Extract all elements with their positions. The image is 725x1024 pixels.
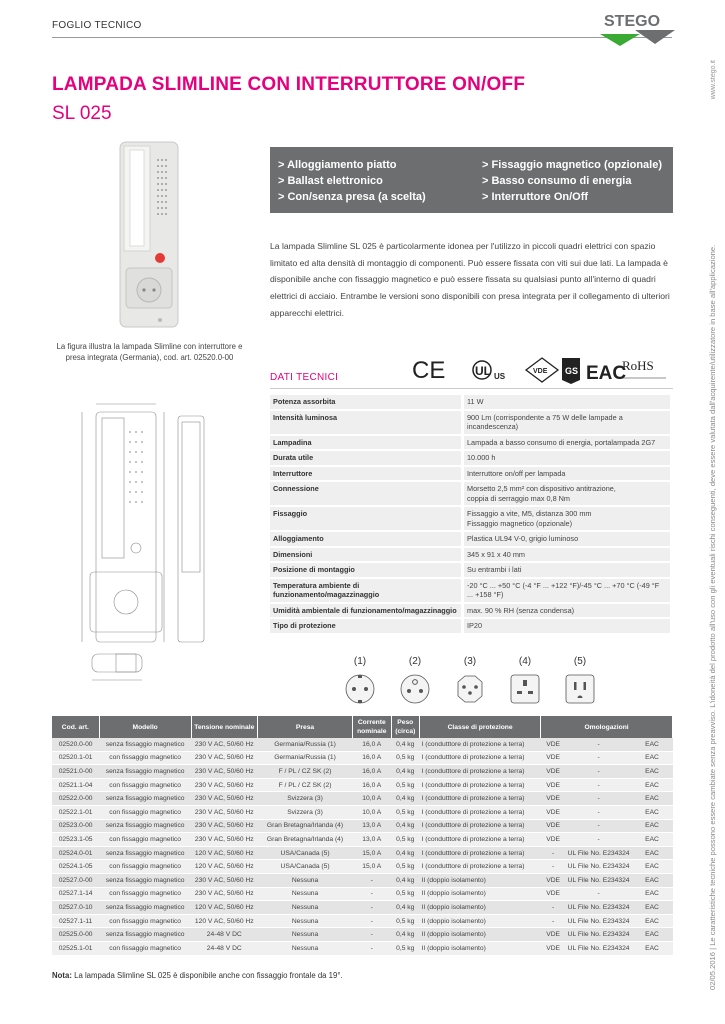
table-cell: senza fissaggio magnetico	[99, 738, 191, 751]
feature-item: > Interruttore On/Off	[482, 191, 589, 203]
table-cell: EAC	[632, 805, 673, 819]
technical-specs-table	[267, 393, 673, 635]
table-cell: con fissaggio magnetico	[99, 860, 191, 874]
spec-key: Dimensioni	[270, 548, 461, 562]
table-cell: Svizzera (3)	[258, 792, 353, 806]
legal-disclaimer: 02/05.2016 | Le caratteristiche tecniche possono essere cambiate senza preavviso. L'idoneità del prodotto all'uso con gli eventuali rischi conseguenti, deve essere valutata dall'acquirente/utilizzatore in base all'applicazione.	[708, 244, 717, 990]
table-cell: 120 V AC, 50/60 Hz	[191, 860, 258, 874]
table-cell: 02521.0-00	[52, 765, 99, 779]
table-cell: 120 V AC, 50/60 Hz	[191, 846, 258, 860]
table-cell: VDE	[541, 941, 566, 955]
spec-value-line: 11 W	[467, 397, 484, 406]
socket-switzerland-icon	[453, 672, 487, 706]
socket-usa-icon	[563, 672, 597, 706]
table-cell: senza fissaggio magnetico	[99, 846, 191, 860]
table-cell: 0,4 kg	[391, 765, 420, 779]
table-cell: EAC	[632, 941, 673, 955]
table-cell: -	[566, 778, 632, 792]
table-cell: I (condutttore di protezione a terra)	[420, 792, 541, 806]
table-cell: EAC	[632, 846, 673, 860]
footnote-label: Nota:	[52, 971, 72, 980]
spec-key: Lampadina	[270, 436, 461, 450]
footnote-text: La lampada Slimline SL 025 è disponibile anche con fissaggio frontale da 19°.	[71, 971, 343, 980]
table-cell: UL File No. E234324	[566, 873, 632, 887]
spec-key: Potenza assorbita	[270, 395, 461, 409]
table-cell: 13,0 A	[353, 819, 391, 833]
table-cell: senza fissaggio magnetico	[99, 819, 191, 833]
table-cell: -	[566, 819, 632, 833]
spec-value-line: Fissaggio magnetico (opzionale)	[467, 518, 573, 528]
feature-item: > Basso consumo di energia	[482, 175, 632, 187]
table-cell: VDE	[541, 778, 566, 792]
feature-item: > Ballast elettronico	[278, 175, 383, 187]
spec-value	[464, 507, 670, 530]
table-cell: senza fissaggio magnetico	[99, 873, 191, 887]
spec-value-line: 345 x 91 x 40 mm	[467, 549, 525, 559]
technical-data-heading: DATI TECNICI	[270, 372, 339, 383]
table-cell: -	[566, 833, 632, 847]
table-cell: -	[566, 751, 632, 765]
spec-value-line: 10.000 h	[467, 453, 496, 462]
spec-value	[464, 604, 670, 618]
table-cell: -	[541, 860, 566, 874]
image-caption: La figura illustra la lampada Slimline con interruttore e presa integrata (Germania), cod. art. 02520.0-00	[56, 342, 243, 362]
col-header: Peso (circa)	[391, 716, 420, 738]
table-cell: senza fissaggio magnetico	[99, 928, 191, 942]
spec-key: Intensità luminosa	[270, 411, 461, 434]
spec-key: Posizione di montaggio	[270, 563, 461, 577]
table-cell: -	[566, 805, 632, 819]
table-cell: Nessuna	[258, 873, 353, 887]
table-cell: 230 V AC, 50/60 Hz	[191, 887, 258, 901]
spec-row	[270, 451, 670, 465]
table-cell: 0,5 kg	[391, 833, 420, 847]
spec-value	[464, 619, 670, 633]
table-row	[52, 887, 673, 901]
table-cell: -	[541, 914, 566, 928]
svg-text:RoHS: RoHS	[622, 358, 654, 373]
table-cell: I (condutttore di protezione a terra)	[420, 738, 541, 751]
table-cell: 02524.0-01	[52, 846, 99, 860]
table-cell: I (condutttore di protezione a terra)	[420, 819, 541, 833]
technical-data-divider	[270, 388, 673, 389]
table-row	[52, 873, 673, 887]
spec-value	[464, 532, 670, 546]
table-cell: 0,5 kg	[391, 887, 420, 901]
table-cell: 10,0 A	[353, 792, 391, 806]
table-cell: Nessuna	[258, 928, 353, 942]
table-cell: Gran Bretagna/Irlanda (4)	[258, 833, 353, 847]
table-cell: I (condutttore di protezione a terra)	[420, 765, 541, 779]
table-cell: Gran Bretagna/Irlanda (4)	[258, 819, 353, 833]
table-cell: 02520.0-00	[52, 738, 99, 751]
col-header: Presa	[258, 716, 353, 738]
table-cell: II (doppio isolamento)	[420, 901, 541, 915]
table-cell: I (condutttore di protezione a terra)	[420, 778, 541, 792]
table-cell: -	[353, 928, 391, 942]
table-cell: EAC	[632, 873, 673, 887]
table-cell: F / PL / CZ SK (2)	[258, 765, 353, 779]
table-cell: UL File No. E234324	[566, 941, 632, 955]
table-cell: Nessuna	[258, 901, 353, 915]
socket-label: (2)	[408, 656, 422, 667]
product-description: La lampada Slimline SL 025 è particolarmente idonea per l'utilizzo in piccoli quadri elettrici con spazio limitato ed alta densità di montaggio di componenti. Può essere fissata con viti sui due lati. La lampada è disponibile anche con fissaggio magnetico e può essere fissata su qualsiasi punto all'interno di quadri elettrici di acciaio. Entrambe le versioni sono disponibili con presa integrata per il collegamento di ulteriori apparecchi elettrici.	[270, 241, 670, 318]
table-cell: 10,0 A	[353, 805, 391, 819]
table-cell: -	[353, 887, 391, 901]
table-row	[52, 792, 673, 806]
table-cell: 02520.1-01	[52, 751, 99, 765]
table-cell: UL File No. E234324	[566, 928, 632, 942]
table-cell: senza fissaggio magnetico	[99, 792, 191, 806]
spec-value	[464, 482, 670, 505]
socket-france-icon	[398, 672, 432, 706]
table-cell: 0,5 kg	[391, 778, 420, 792]
eac-mark-icon: EAC	[586, 363, 627, 384]
certification-logos	[412, 352, 674, 388]
table-cell: -	[353, 941, 391, 955]
svg-text:US: US	[494, 372, 506, 381]
table-cell: -	[566, 887, 632, 901]
ul-mark-icon	[473, 361, 506, 381]
table-cell: -	[566, 765, 632, 779]
socket-germany-icon	[343, 672, 377, 706]
table-cell: UL File No. E234324	[566, 860, 632, 874]
table-cell: 120 V AC, 50/60 Hz	[191, 901, 258, 915]
table-cell: 0,4 kg	[391, 846, 420, 860]
table-cell: II (doppio isolamento)	[420, 928, 541, 942]
table-cell: EAC	[632, 765, 673, 779]
table-cell: VDE	[541, 819, 566, 833]
spec-value	[464, 548, 670, 562]
table-cell: EAC	[632, 887, 673, 901]
col-header: Omologazioni	[541, 716, 673, 738]
table-row	[52, 833, 673, 847]
table-cell: VDE	[541, 928, 566, 942]
table-cell: VDE	[541, 805, 566, 819]
svg-text:GS: GS	[565, 366, 579, 376]
table-header-row	[52, 716, 673, 738]
table-cell: 02527.1-14	[52, 887, 99, 901]
website-url: www.stego.it	[710, 60, 717, 100]
table-row	[52, 941, 673, 955]
table-cell: 02525.0-00	[52, 928, 99, 942]
spec-row	[270, 548, 670, 562]
table-cell: EAC	[632, 792, 673, 806]
table-cell: 230 V AC, 50/60 Hz	[191, 819, 258, 833]
table-cell: -	[566, 792, 632, 806]
svg-text:STEGO: STEGO	[604, 13, 661, 30]
spec-value	[464, 436, 670, 450]
spec-key: Fissaggio	[270, 507, 461, 530]
table-cell: EAC	[632, 778, 673, 792]
spec-value-line: IP20	[467, 621, 483, 630]
table-cell: 02522.0-00	[52, 792, 99, 806]
table-cell: 16,0 A	[353, 751, 391, 765]
table-cell: Nessuna	[258, 941, 353, 955]
table-cell: con fissaggio magnetico	[99, 941, 191, 955]
table-cell: 0,5 kg	[391, 941, 420, 955]
table-cell: I (condutttore di protezione a terra)	[420, 860, 541, 874]
table-cell: UL File No. E234324	[566, 846, 632, 860]
table-cell: 0,5 kg	[391, 860, 420, 874]
table-cell: con fissaggio magnetico	[99, 833, 191, 847]
table-cell: 230 V AC, 50/60 Hz	[191, 805, 258, 819]
table-cell: 02527.0-10	[52, 901, 99, 915]
table-cell: 230 V AC, 50/60 Hz	[191, 738, 258, 751]
spec-key: Durata utile	[270, 451, 461, 465]
table-cell: 230 V AC, 50/60 Hz	[191, 765, 258, 779]
spec-value-line: -20 °C ... +50 °C (-4 °F ... +122 °F)/-45 °C ... +70 °C (-49 °F ... +158 °F)	[467, 580, 660, 599]
col-header: Corrente nominale	[353, 716, 391, 738]
table-cell: 02525.1-01	[52, 941, 99, 955]
table-cell: Nessuna	[258, 887, 353, 901]
table-cell: 0,4 kg	[391, 819, 420, 833]
table-cell: -	[353, 914, 391, 928]
spec-row	[270, 395, 670, 409]
table-cell: VDE	[541, 887, 566, 901]
table-cell: con fissaggio magnetico	[99, 751, 191, 765]
table-cell: 230 V AC, 50/60 Hz	[191, 792, 258, 806]
table-cell: 02521.1-04	[52, 778, 99, 792]
table-cell: 0,5 kg	[391, 914, 420, 928]
features-left	[278, 157, 426, 205]
spec-value	[464, 467, 670, 481]
technical-drawing	[52, 392, 252, 692]
table-cell: con fissaggio magnetico	[99, 914, 191, 928]
table-cell: Svizzera (3)	[258, 805, 353, 819]
table-row	[52, 778, 673, 792]
table-row	[52, 751, 673, 765]
table-cell: 02522.1-01	[52, 805, 99, 819]
spec-value-line: max. 90 % RH (senza condensa)	[467, 605, 575, 615]
table-cell: 16,0 A	[353, 765, 391, 779]
table-cell: 02527.0-00	[52, 873, 99, 887]
table-cell: USA/Canada (5)	[258, 846, 353, 860]
features-right	[482, 157, 662, 205]
table-cell: 02523.0-00	[52, 819, 99, 833]
table-cell: Nessuna	[258, 914, 353, 928]
table-cell: EAC	[632, 860, 673, 874]
spec-row	[270, 532, 670, 546]
spec-value-line: Su entrambi i lati	[467, 565, 522, 574]
spec-value-line: coppia di serraggio max 0,8 Nm	[467, 493, 571, 503]
table-cell: -	[353, 873, 391, 887]
table-cell: EAC	[632, 751, 673, 765]
table-row	[52, 901, 673, 915]
spec-value	[464, 411, 670, 434]
spec-key: Temperatura ambiente di funzionamento/magazzinaggio	[270, 579, 461, 602]
table-cell: 120 V AC, 50/60 Hz	[191, 914, 258, 928]
table-cell: 0,4 kg	[391, 901, 420, 915]
document-type-label: FOGLIO TECNICO	[52, 20, 142, 31]
table-cell: UL File No. E234324	[566, 901, 632, 915]
table-cell: I (condutttore di protezione a terra)	[420, 805, 541, 819]
table-cell: 16,0 A	[353, 738, 391, 751]
table-cell: 24-48 V DC	[191, 928, 258, 942]
product-variants-table	[52, 716, 673, 956]
spec-key: Tipo di protezione	[270, 619, 461, 633]
table-cell: 230 V AC, 50/60 Hz	[191, 751, 258, 765]
table-cell: II (doppio isolamento)	[420, 914, 541, 928]
table-cell: 0,4 kg	[391, 928, 420, 942]
col-header: Tensione nominale	[191, 716, 258, 738]
table-row	[52, 738, 673, 751]
ce-mark-icon: CE	[412, 357, 446, 384]
table-row	[52, 928, 673, 942]
table-cell: senza fissaggio magnetico	[99, 765, 191, 779]
socket-label: (1)	[353, 656, 367, 667]
table-cell: 0,5 kg	[391, 805, 420, 819]
table-cell: EAC	[632, 928, 673, 942]
col-header: Classe di protezione	[420, 716, 541, 738]
spec-key: Interruttore	[270, 467, 461, 481]
spec-value-line: 900 Lm (corrispondente a 75 W delle lampade a incandescenza)	[467, 412, 623, 431]
table-cell: con fissaggio magnetico	[99, 778, 191, 792]
table-cell: 0,4 kg	[391, 873, 420, 887]
table-row	[52, 819, 673, 833]
table-cell: -	[566, 738, 632, 751]
spec-value	[464, 563, 670, 577]
page-title: LAMPADA SLIMLINE CON INTERRUTTORE ON/OFF	[52, 74, 526, 95]
spec-value	[464, 451, 670, 465]
table-cell: I (condutttore di protezione a terra)	[420, 846, 541, 860]
table-cell: VDE	[541, 751, 566, 765]
spec-row	[270, 604, 670, 618]
spec-value	[464, 395, 670, 409]
table-cell: VDE	[541, 738, 566, 751]
spec-value-line: Morsetto 2,5 mm² con dispositivo antitrazione,	[467, 484, 616, 493]
spec-key: Umidità ambientale di funzionamento/magazzinaggio	[270, 604, 461, 618]
spec-key: Alloggiamento	[270, 532, 461, 546]
svg-text:UL: UL	[475, 364, 491, 378]
table-cell: USA/Canada (5)	[258, 860, 353, 874]
table-cell: 230 V AC, 50/60 Hz	[191, 778, 258, 792]
col-header: Cod. art.	[52, 716, 99, 738]
table-cell: 24-48 V DC	[191, 941, 258, 955]
table-cell: F / PL / CZ SK (2)	[258, 778, 353, 792]
table-cell: VDE	[541, 873, 566, 887]
spec-row	[270, 436, 670, 450]
spec-row	[270, 467, 670, 481]
table-cell: 02524.1-05	[52, 860, 99, 874]
table-cell: EAC	[632, 901, 673, 915]
table-cell: I (condutttore di protezione a terra)	[420, 833, 541, 847]
table-cell: 16,0 A	[353, 778, 391, 792]
col-header: Modello	[99, 716, 191, 738]
spec-row	[270, 579, 670, 602]
table-cell: senza fissaggio magnetico	[99, 901, 191, 915]
socket-label: (4)	[518, 656, 532, 667]
features-panel	[270, 147, 673, 213]
table-cell: Germania/Russia (1)	[258, 738, 353, 751]
spec-row	[270, 411, 670, 434]
product-photo	[118, 140, 180, 330]
product-code: SL 025	[52, 103, 112, 124]
table-cell: 230 V AC, 50/60 Hz	[191, 833, 258, 847]
table-cell: 02523.1-05	[52, 833, 99, 847]
table-cell: -	[353, 901, 391, 915]
feature-item: > Fissaggio magnetico (opzionale)	[482, 159, 662, 171]
table-row	[52, 846, 673, 860]
spec-row	[270, 482, 670, 505]
spec-row	[270, 507, 670, 530]
table-cell: 15,0 A	[353, 846, 391, 860]
socket-label: (5)	[573, 656, 587, 667]
socket-uk-icon	[508, 672, 542, 706]
spec-row	[270, 563, 670, 577]
table-row	[52, 805, 673, 819]
vde-mark-icon	[526, 358, 558, 382]
gs-mark-icon	[562, 358, 580, 384]
table-cell: VDE	[541, 765, 566, 779]
table-row	[52, 860, 673, 874]
table-cell: EAC	[632, 914, 673, 928]
feature-item: > Con/senza presa (a scelta)	[278, 191, 426, 203]
table-cell: II (doppio isolamento)	[420, 873, 541, 887]
table-cell: 0,4 kg	[391, 792, 420, 806]
table-cell: II (doppio isolamento)	[420, 887, 541, 901]
table-row	[52, 765, 673, 779]
spec-row	[270, 619, 670, 633]
stego-logo	[590, 4, 680, 46]
table-cell: I (condutttore di protezione a terra)	[420, 751, 541, 765]
spec-key: Connessione	[270, 482, 461, 505]
table-cell: 230 V AC, 50/60 Hz	[191, 873, 258, 887]
table-cell: EAC	[632, 833, 673, 847]
table-cell: 0,5 kg	[391, 751, 420, 765]
table-cell: con fissaggio magnetico	[99, 887, 191, 901]
table-cell: II (doppio isolamento)	[420, 941, 541, 955]
table-cell: Germania/Russia (1)	[258, 751, 353, 765]
header-divider	[52, 37, 672, 38]
table-cell: UL File No. E234324	[566, 914, 632, 928]
spec-value-line: Fissaggio a vite, M5, distanza 300 mm	[467, 509, 592, 518]
table-cell: VDE	[541, 833, 566, 847]
table-cell: 0,4 kg	[391, 738, 420, 751]
table-cell: EAC	[632, 738, 673, 751]
table-cell: EAC	[632, 819, 673, 833]
table-cell: 13,0 A	[353, 833, 391, 847]
table-cell: con fissaggio magnetico	[99, 805, 191, 819]
spec-value-line: Plastica UL94 V-0, grigio luminoso	[467, 534, 579, 543]
spec-value	[464, 579, 670, 602]
spec-value-line: Interruttore on/off per lampada	[467, 468, 566, 478]
spec-value-line: Lampada a basso consumo di energia, portalampada 2G7	[467, 437, 656, 447]
svg-text:VDE: VDE	[533, 368, 548, 375]
table-cell: 02527.1-11	[52, 914, 99, 928]
socket-label: (3)	[463, 656, 477, 667]
table-cell: 15,0 A	[353, 860, 391, 874]
feature-item: > Alloggiamento piatto	[278, 159, 397, 171]
table-cell: -	[541, 901, 566, 915]
table-row	[52, 914, 673, 928]
table-cell: VDE	[541, 792, 566, 806]
rohs-mark-icon	[620, 358, 666, 378]
table-cell: -	[541, 846, 566, 860]
footnote	[52, 971, 343, 980]
